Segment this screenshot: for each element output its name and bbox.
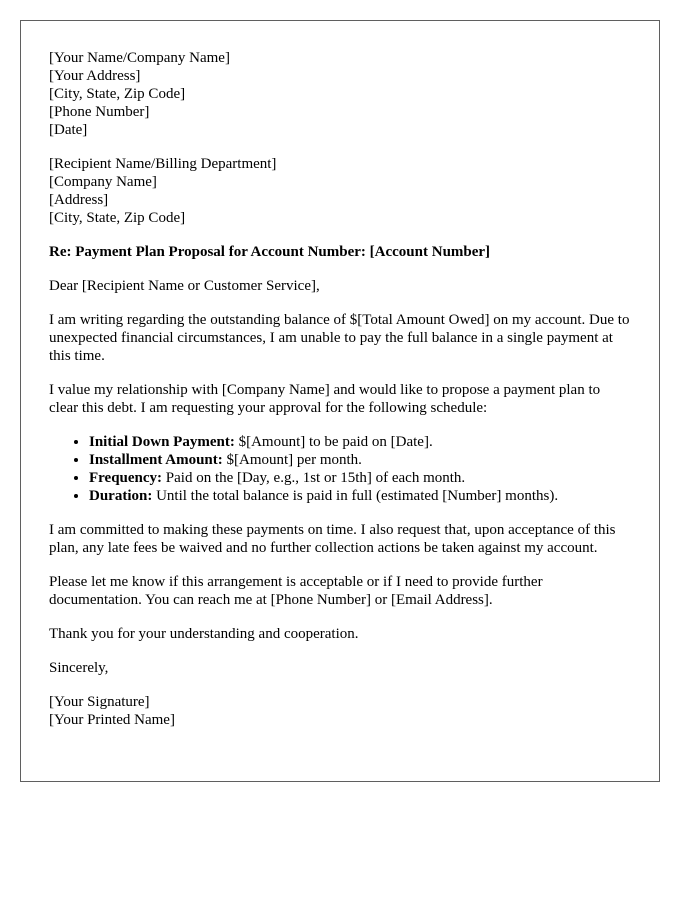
paragraph-proposal: I value my relationship with [Company Name] and would like to propose a payment plan to clear this debt. I am requesting your approval for the following schedule: bbox=[49, 382, 601, 416]
sender-phone: [Phone Number] bbox=[49, 104, 150, 120]
sender-block bbox=[49, 49, 631, 139]
recipient-address: [Address] bbox=[49, 192, 109, 208]
paragraph-thanks: Thank you for your understanding and cooperation. bbox=[49, 626, 359, 642]
schedule-text: $[Amount] per month. bbox=[222, 452, 362, 468]
schedule-item-frequency bbox=[89, 469, 631, 487]
schedule-item-duration bbox=[89, 487, 631, 505]
printed-name: [Your Printed Name] bbox=[49, 712, 175, 728]
recipient-company: [Company Name] bbox=[49, 174, 157, 190]
letter-page bbox=[20, 20, 660, 782]
paragraph-commitment: I am committed to making these payments on time. I also request that, upon acceptance of this plan, any late fees be waived and no further collection actions be taken against my account. bbox=[49, 522, 616, 556]
schedule-item-installment bbox=[89, 451, 631, 469]
signature-placeholder: [Your Signature] bbox=[49, 694, 150, 710]
letter-date: [Date] bbox=[49, 122, 88, 138]
sender-name: [Your Name/Company Name] bbox=[49, 50, 230, 66]
paragraph-balance: I am writing regarding the outstanding balance of $[Total Amount Owed] on my account. Due to unexpected financial circumstances, I am unable to pay the full balance in a single payment at this time. bbox=[49, 312, 630, 364]
schedule-label: Frequency: bbox=[89, 470, 163, 486]
schedule-text: Paid on the [Day, e.g., 1st or 15th] of each month. bbox=[162, 470, 466, 486]
payment-schedule-list bbox=[49, 433, 631, 505]
sender-city-state-zip: [City, State, Zip Code] bbox=[49, 86, 186, 102]
paragraph-contact: Please let me know if this arrangement is acceptable or if I need to provide further documentation. You can reach me at [Phone Number] or [Email Address]. bbox=[49, 574, 543, 608]
schedule-item-down-payment bbox=[89, 433, 631, 451]
schedule-label: Installment Amount: bbox=[89, 452, 223, 468]
recipient-name: [Recipient Name/Billing Department] bbox=[49, 156, 277, 172]
recipient-city-state-zip: [City, State, Zip Code] bbox=[49, 210, 186, 226]
signature-block bbox=[49, 693, 631, 729]
salutation: Dear [Recipient Name or Customer Service], bbox=[49, 278, 320, 294]
recipient-block bbox=[49, 155, 631, 227]
schedule-label: Duration: bbox=[89, 488, 153, 504]
sender-address: [Your Address] bbox=[49, 68, 141, 84]
schedule-label: Initial Down Payment: bbox=[89, 434, 235, 450]
closing: Sincerely, bbox=[49, 660, 109, 676]
schedule-text: Until the total balance is paid in full (estimated [Number] months). bbox=[152, 488, 559, 504]
schedule-text: $[Amount] to be paid on [Date]. bbox=[234, 434, 433, 450]
subject-line: Re: Payment Plan Proposal for Account Number: [Account Number] bbox=[49, 244, 491, 260]
